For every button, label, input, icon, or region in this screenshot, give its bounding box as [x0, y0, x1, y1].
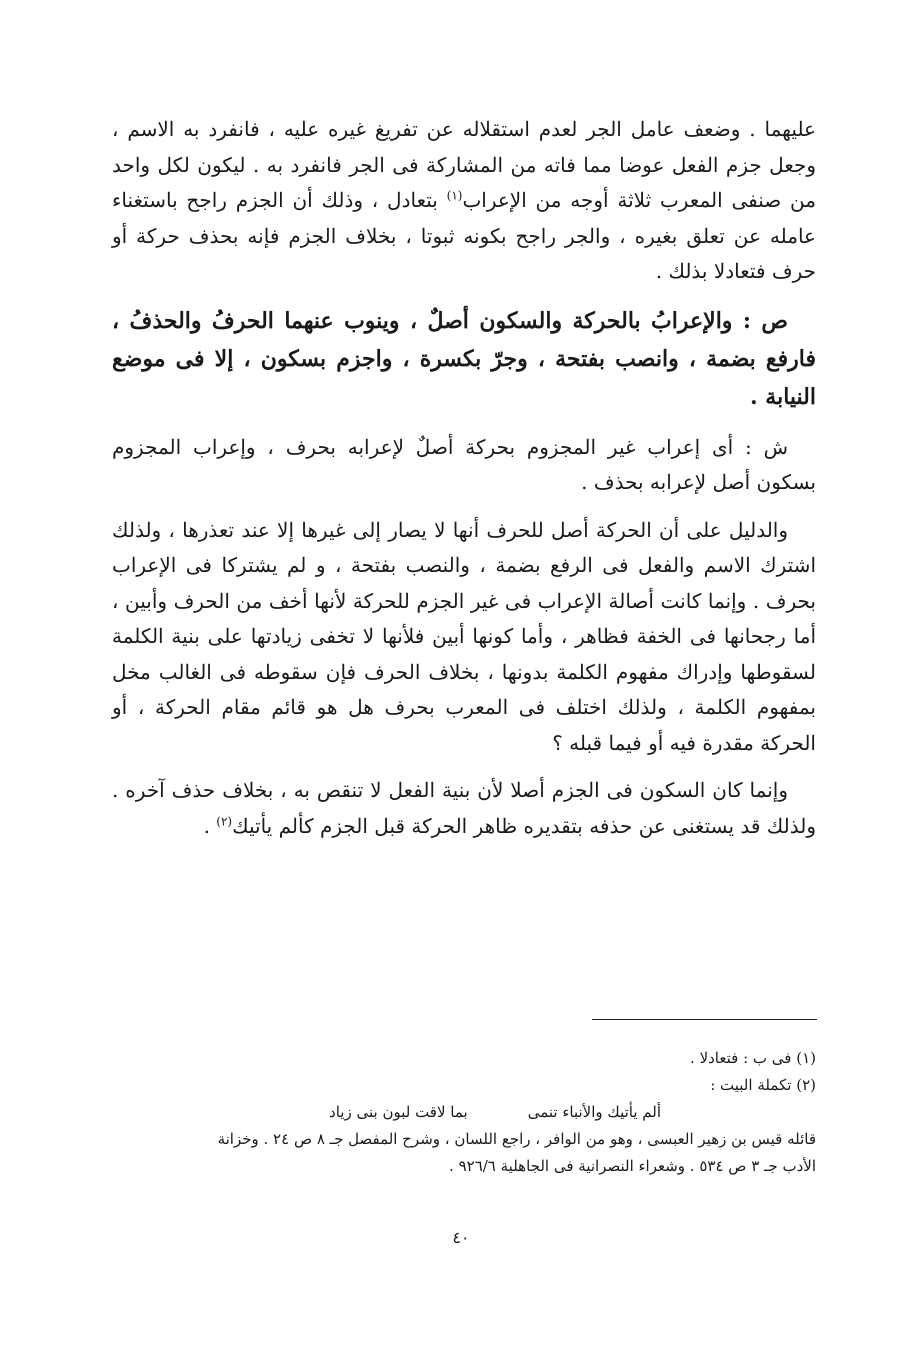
verse-second-half: بما لاقت لبون بنى زياد — [329, 1103, 468, 1121]
page-body — [112, 112, 816, 856]
verse-line — [112, 1099, 816, 1126]
paragraph-2: ش : أى إعراب غير المجزوم بحركة أصلٌ لإعرابه بحرف ، وإعراب المجزوم بسكون أصل لإعرابه بحذف . — [112, 434, 816, 494]
page-number: ٤٠ — [452, 1228, 470, 1247]
footnotes — [112, 1045, 816, 1180]
footnote-1: (١) فى ب : فتعادلا . — [690, 1049, 816, 1067]
footnote-ref-2: (٢) — [216, 813, 233, 828]
footnote-source-1: قائله قيس بن زهير العبسى ، وهو من الوافر ، راجع اللسان ، وشرح المفصل جـ ٨ ص ٢٤ . وخزانة — [217, 1130, 816, 1148]
paragraph-4 — [112, 773, 816, 844]
verse-first-half: ألم يأتيك والأنباء تنمى — [527, 1103, 661, 1121]
paragraph-4-text: وإنما كان السكون فى الجزم أصلا لأن بنية الفعل لا تنقص به ، بخلاف حذف آخره . ولذلك قد يستغنى عن حذفه بتقديره ظاهر الحركة قبل الجزم كألم يأتيك — [112, 778, 816, 838]
paragraph-4-rest: . — [203, 813, 217, 838]
paragraph-1-text: عليهما . وضعف عامل الجر لعدم استقلاله عن تفريغ غيره عليه ، فانفرد به الاسم ، وجعل جزم الفعل عوضا مما فاته من المشاركة فى الجر فانفرد به . ليكون لكل واحد من صنفى المعرب ثلاثة أوجه من الإعراب — [112, 117, 816, 212]
footnote-ref-1: (١) — [446, 188, 463, 203]
matn-text: ص : والإعرابُ بالحركة والسكون أصلٌ ، وينوب عنهما الحرفُ والحذفُ ، فارفع بضمة ، وانصب بفتحة ، وجرّ بكسرة ، واجزم بسكون ، إلا فى موضع النيابة . — [112, 307, 816, 410]
footnote-2: (٢) تكملة البيت : — [710, 1076, 816, 1094]
footnote-divider — [592, 1019, 817, 1020]
paragraph-3: والدليل على أن الحركة أصل للحرف أنها لا يصار إلى غيرها إلا عند تعذرها ، ولذلك اشترك الاسم والفعل فى الرفع بضمة ، والنصب بفتحة ، و لم يشتركا فى الإعراب بحرف . وإنما كانت أصالة الإعراب فى غير الجزم للحركة لأنها أخف من الحرف وأبين ، أما رجحانها فى الخفة فظاهر ، وأما كونها أبين فلأنها لا تخفى زيادتها على بنية الكلمة لسقوطها وإدراك مفهوم الكلمة بدونها ، بخلاف الحرف فإن سقوطه فى الغالب مخل بمفهوم الكلمة ، ولذلك اختلف فى المعرب بحرف هل هو قائم مقام الحركة ، أو الحركة مقدرة فيه أو فيما قبله ؟ — [112, 517, 816, 755]
paragraph-1 — [112, 112, 816, 290]
paragraph-1-rest: بتعادل ، وذلك أن الجزم راجح باستغناء عامله عن تعلق بغيره ، والجر راجح بكونه ثبوتا ، بخلاف الجزم فإنه بحذف حركة أو حرف فتعادلا بذلك . — [112, 188, 816, 283]
footnote-source-2: الأدب جـ ٣ ص ٥٣٤ . وشعراء النصرانية فى الجاهلية ٩٢٦/٦ . — [449, 1157, 816, 1175]
